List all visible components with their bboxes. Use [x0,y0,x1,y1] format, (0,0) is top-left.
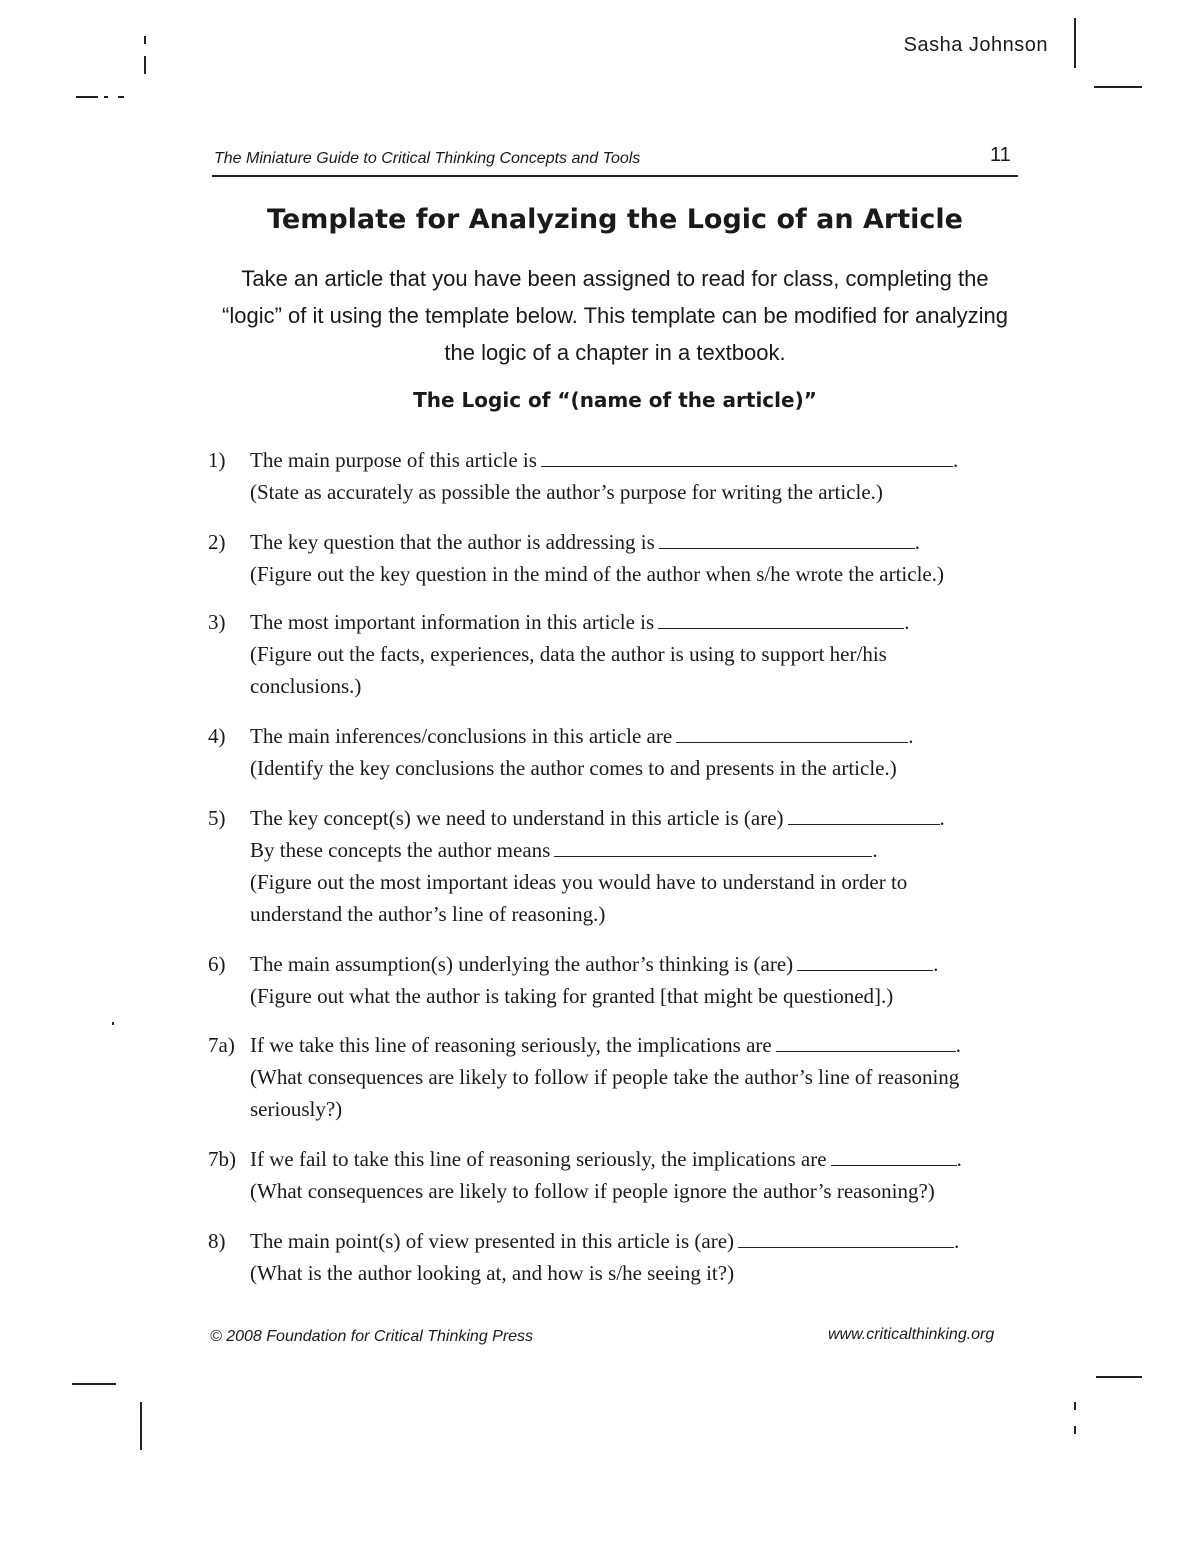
template-item: 1) The main purpose of this article is . (State as accurately as possible the author’s purpose for writing the article.) [208,444,1018,508]
answer-blank[interactable] [658,606,904,629]
item-note: (Figure out the most important ideas you would have to understand in order to [250,870,908,894]
crop-mark [72,1383,116,1385]
crop-mark [1094,86,1142,88]
answer-blank[interactable] [659,526,915,549]
item-prompt: If we fail to take this line of reasoning seriously, the implications are [250,1147,827,1171]
item-prompt: By these concepts the author means [250,838,551,862]
item-note: (What is the author looking at, and how is s/he seeing it?) [250,1261,735,1285]
item-note: (What consequences are likely to follow if people take the author’s line of reasoning [250,1065,960,1089]
template-item: 2) The key question that the author is addressing is . (Figure out the key question in the mind of the author when s/he wrote the article.) [208,526,1018,590]
answer-blank[interactable] [541,444,953,467]
item-prompt: The most important information in this article is [250,610,655,634]
crop-mark [1074,1402,1076,1410]
item-note: understand the author’s line of reasoning.) [250,902,606,926]
footer-copyright: © 2008 Foundation for Critical Thinking Press [210,1328,534,1345]
crop-mark [1074,18,1076,68]
crop-mark [112,1022,114,1025]
item-number: 3) [208,610,226,634]
item-note: seriously?) [250,1097,343,1121]
page-number: 11 [990,144,1011,166]
item-note: (Identify the key conclusions the author comes to and presents in the article.) [250,756,897,780]
item-prompt: The key question that the author is addressing is [250,530,655,554]
answer-blank[interactable] [738,1225,954,1248]
item-prompt: The main inferences/conclusions in this article are [250,724,673,748]
crop-mark [76,96,98,98]
item-number: 4) [208,724,226,748]
item-number: 1) [208,448,226,472]
author-name: Sasha Johnson [903,34,1048,56]
answer-blank[interactable] [831,1143,957,1166]
template-item: 3) The most important information in this article is . (Figure out the facts, experiences, data the author is using to support her/his conclusions.) [208,606,1018,702]
item-number: 6) [208,952,226,976]
item-note: (Figure out what the author is taking for granted [that might be questioned].) [250,984,894,1008]
item-note: (Figure out the key question in the mind of the author when s/he wrote the article.) [250,562,944,586]
header-rule [212,175,1018,177]
item-number: 5) [208,806,226,830]
intro-text: Take an article that you have been assigned to read for class, completing the “logic” of it using the template below. This template can be modified for analyzing the logic of a chapter in a textbook. [222,266,1008,365]
item-note: conclusions.) [250,674,362,698]
crop-mark [140,1402,142,1450]
template-item: 8) The main point(s) of view presented in this article is (are) . (What is the author looking at, and how is s/he seeing it?) [208,1225,1018,1289]
item-note: (What consequences are likely to follow if people ignore the author’s reasoning?) [250,1179,935,1203]
crop-mark [1096,1376,1142,1378]
template-item: 7a) If we take this line of reasoning seriously, the implications are . (What consequences are likely to follow if people take the author’s line of reasoning seriously?) [208,1029,1018,1125]
answer-blank[interactable] [797,948,933,971]
template-item: 7b) If we fail to take this line of reasoning seriously, the implications are . (What consequences are likely to follow if people ignore the author’s reasoning?) [208,1143,1018,1207]
section-subheading: The Logic of “(name of the article)” [413,388,817,412]
crop-mark [118,96,124,98]
crop-mark [104,96,108,98]
item-prompt: The main assumption(s) underlying the author’s thinking is (are) [250,952,794,976]
answer-blank[interactable] [776,1029,956,1052]
page-title: Template for Analyzing the Logic of an Article [267,204,963,235]
item-number: 7b) [208,1147,236,1171]
template-item: 6) The main assumption(s) underlying the author’s thinking is (are) . (Figure out what the author is taking for granted [that might be questioned].) [208,948,1018,1012]
crop-mark [1074,1426,1076,1434]
item-note: (Figure out the facts, experiences, data the author is using to support her/his [250,642,887,666]
crop-mark [144,56,146,74]
item-prompt: The main purpose of this article is [250,448,537,472]
item-prompt: If we take this line of reasoning seriously, the implications are [250,1033,772,1057]
item-number: 7a) [208,1033,235,1057]
item-number: 8) [208,1229,226,1253]
answer-blank[interactable] [554,834,872,857]
item-note: (State as accurately as possible the author’s purpose for writing the article.) [250,480,883,504]
item-prompt: The main point(s) of view presented in this article is (are) [250,1229,735,1253]
answer-blank[interactable] [676,720,908,743]
answer-blank[interactable] [788,802,940,825]
template-item: 4) The main inferences/conclusions in this article are . (Identify the key conclusions the author comes to and presents in the article.) [208,720,1018,784]
item-prompt: The key concept(s) we need to understand in this article is (are) [250,806,784,830]
template-item: 5) The key concept(s) we need to understand in this article is (are) . By these concepts the author means . (Figure out the most important ideas you would have to understand in order to understand the author’s line of reasoning.) [208,802,1018,930]
running-header: The Miniature Guide to Critical Thinking Concepts and Tools [214,150,641,167]
footer-website: www.criticalthinking.org [828,1326,995,1343]
crop-mark [144,36,146,44]
item-number: 2) [208,530,226,554]
